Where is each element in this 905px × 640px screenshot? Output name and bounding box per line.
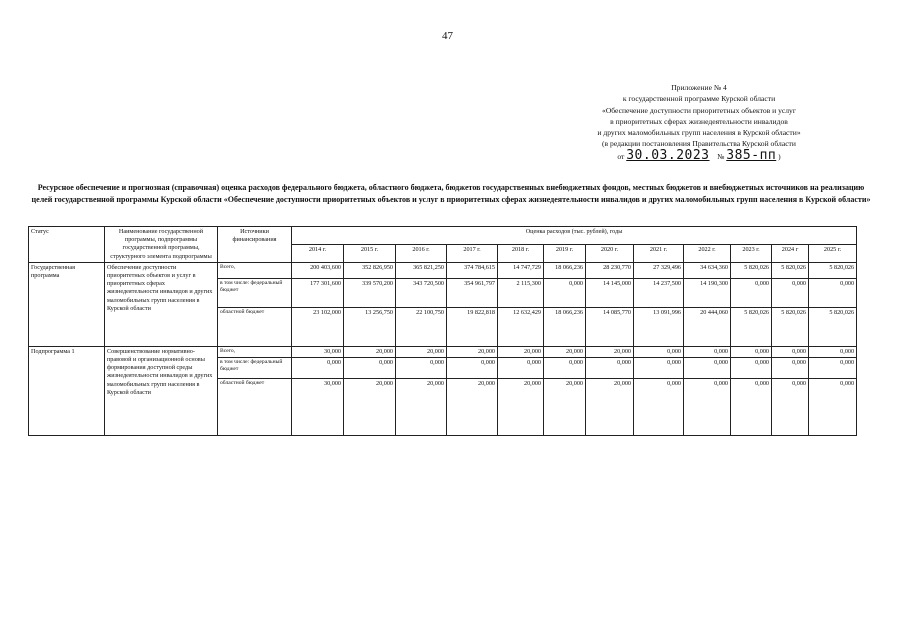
row-name: Обеспечение доступности приоритетных объектов и услуг в приоритетных сферах жизнедеятельности инвалидов и других маломобильных групп населения в Курской области [105,262,218,346]
header-year: 2019 г. [544,244,586,262]
header-year: 2024 г [772,244,809,262]
table-cell: 374 784,615 [447,262,498,278]
table-cell: 20 444,060 [684,307,731,346]
table-cell: 0,000 [634,358,684,379]
header-year: 2020 г. [586,244,634,262]
table-cell: 5 820,026 [772,262,809,278]
table-cell: 365 821,250 [396,262,447,278]
table-cell: 0,000 [684,379,731,436]
appendix-line: и других маломобильных групп населения в Курской области» [597,128,801,138]
table-cell: 20,000 [344,379,396,436]
table-cell: 20,000 [396,346,447,357]
row-source: в том числе: федеральный бюджет [218,278,292,307]
table-row [29,346,857,357]
header-name: Наименование государственной программы, подпрограммы государственной программы, структурного элемента подпрограммы [105,227,218,263]
table-cell: 34 634,360 [684,262,731,278]
table-cell: 0,000 [731,346,772,357]
header-year: 2018 г. [498,244,544,262]
table-cell: 23 102,000 [292,307,344,346]
table-cell: 14 190,300 [684,278,731,307]
table-cell: 0,000 [396,358,447,379]
table-cell: 0,000 [809,346,857,357]
table-cell: 27 329,496 [634,262,684,278]
table-cell: 2 115,300 [498,278,544,307]
header-year: 2016 г. [396,244,447,262]
table-cell: 14 085,770 [586,307,634,346]
appendix-line: к государственной программе Курской области [622,94,776,104]
document-title: Ресурсное обеспечение и прогнозная (справочная) оценка расходов федерального бюджета, областного бюджета, бюджетов государственных внебюджетных фондов, местных бюджетов и внебюджетных источников на реализацию целей государственной программы Курской области «Обеспечение доступности приоритетных объектов и услуг в приоритетных сферах жизнедеятельности инвалидов и других маломобильных групп населения в Курской области» [31,183,871,204]
table-cell: 30,000 [292,346,344,357]
table-cell: 0,000 [731,278,772,307]
table-cell: 13 256,750 [344,307,396,346]
row-source: в том числе: федеральный бюджет [218,358,292,379]
table-cell: 5 820,026 [731,262,772,278]
appendix-date-line [540,147,858,163]
table-cell: 20,000 [498,346,544,357]
table-cell: 20,000 [344,346,396,357]
row-status: Подпрограмма 1 [29,346,105,435]
table-cell: 22 100,750 [396,307,447,346]
table-cell: 18 066,236 [544,262,586,278]
budget-table [28,226,857,436]
table-cell: 20,000 [544,379,586,436]
appendix-header [540,82,858,162]
appendix-line: Приложение № 4 [671,83,727,92]
table-cell: 19 822,818 [447,307,498,346]
table-cell: 0,000 [544,358,586,379]
table-cell: 20,000 [396,379,447,436]
row-status: Государственная программа [29,262,105,346]
table-cell: 14 145,000 [586,278,634,307]
header-status: Статус [29,227,105,263]
appendix-line: (в редакции постановления Правительства Курской области [602,139,796,149]
row-source: областной бюджет [218,307,292,346]
header-estimate-group: Оценка расходов (тыс. рублей), годы [292,227,857,245]
table-cell: 0,000 [498,358,544,379]
table-cell: 343 720,500 [396,278,447,307]
number-prefix: № [717,151,725,161]
date-prefix: от [617,151,625,161]
table-cell: 177 301,600 [292,278,344,307]
header-source: Источники финансирования [218,227,292,263]
table-cell: 20,000 [447,379,498,436]
header-year: 2023 г. [731,244,772,262]
table-cell: 20,000 [447,346,498,357]
row-source: областной бюджет [218,379,292,436]
table-cell: 12 632,429 [498,307,544,346]
table-cell: 0,000 [544,278,586,307]
header-year: 2022 г. [684,244,731,262]
appendix-line: «Обеспечение доступности приоритетных объектов и услуг [602,105,796,115]
table-cell: 0,000 [809,358,857,379]
header-year: 2014 г. [292,244,344,262]
table-cell: 14 747,729 [498,262,544,278]
table-cell: 0,000 [772,358,809,379]
header-year: 2015 г. [344,244,396,262]
table-cell: 0,000 [772,379,809,436]
table-cell: 5 820,026 [809,307,857,346]
closing-paren: ) [778,151,781,161]
table-cell: 14 237,500 [634,278,684,307]
row-name: Совершенствование нормативно-правовой и организационной основы формирования доступной среды жизнедеятельности инвалидов и других маломобильных групп населения в Курской области [105,346,218,435]
table-cell: 352 826,950 [344,262,396,278]
table-cell: 18 066,236 [544,307,586,346]
table-cell: 0,000 [772,278,809,307]
header-year: 2021 г. [634,244,684,262]
table-cell: 0,000 [772,346,809,357]
table-row [29,262,857,278]
table-cell: 0,000 [684,358,731,379]
date-value: 30.03.2023 [626,147,710,163]
table-cell: 13 091,996 [634,307,684,346]
table-cell: 20,000 [586,346,634,357]
header-year: 2017 г. [447,244,498,262]
table-cell: 28 230,770 [586,262,634,278]
table-cell: 200 403,600 [292,262,344,278]
table-cell: 5 820,026 [809,262,857,278]
table-cell: 0,000 [809,278,857,307]
row-source: Всего, [218,262,292,278]
table-cell: 0,000 [684,346,731,357]
table-cell: 20,000 [586,379,634,436]
table-cell: 20,000 [498,379,544,436]
table-cell: 30,000 [292,379,344,436]
row-source: Всего, [218,346,292,357]
table-cell: 354 961,797 [447,278,498,307]
table-cell: 5 820,026 [731,307,772,346]
table-cell: 5 820,026 [772,307,809,346]
table-cell: 0,000 [731,379,772,436]
number-value: 385-пп [726,147,777,163]
table-cell: 339 570,200 [344,278,396,307]
table-cell: 0,000 [586,358,634,379]
table-cell: 0,000 [634,346,684,357]
table-cell: 0,000 [809,379,857,436]
table-cell: 0,000 [447,358,498,379]
table-cell: 0,000 [634,379,684,436]
table-cell: 0,000 [344,358,396,379]
header-year: 2025 г. [809,244,857,262]
table-cell: 20,000 [544,346,586,357]
appendix-line: в приоритетных сферах жизнедеятельности инвалидов [610,116,788,126]
table-cell: 0,000 [731,358,772,379]
page-number: 47 [442,30,453,42]
table-cell: 0,000 [292,358,344,379]
